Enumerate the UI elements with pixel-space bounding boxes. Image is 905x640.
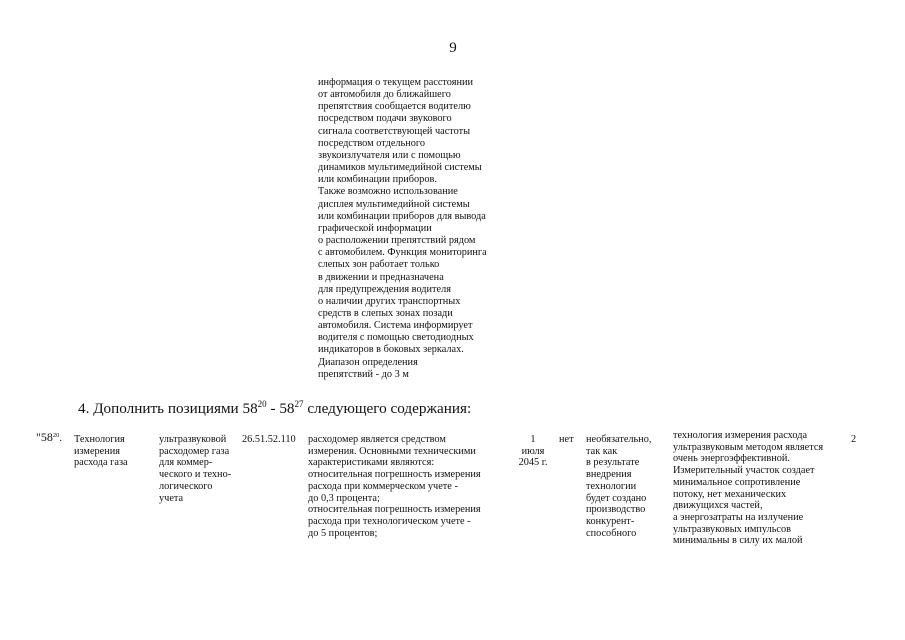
continuation-line: с автомобилем. Функция мониторинга [318,247,487,259]
cell-line: учета [159,492,184,504]
cell-line: расходомер газа [159,445,230,457]
cell-line: относительная погрешность измерения [308,469,481,481]
cell-line: ческого и техно- [159,469,232,481]
cell-line: движущихся частей, [673,500,763,512]
cell-line: так как [586,445,618,457]
continuation-line: информация о текущем расстоянии [318,77,474,88]
cell-line: для коммер- [159,457,213,469]
cell-flag [559,434,574,446]
cell-line: Измерительный участок создает [673,465,815,477]
cell-line: 2045 г. [518,457,548,469]
heading-sup-end: 27 [294,399,304,409]
continuation-line: от автомобиля до ближайшего [318,89,451,101]
continuation-line: посредством отдельного [318,137,426,149]
section-heading [78,400,471,418]
cell-line: ультразвуковой [159,434,227,445]
continuation-line: средств в слепых зонах позади [318,307,453,319]
cell-line: минимальное сопротивление [673,476,801,488]
cell-characteristics [308,434,481,539]
cell-line: относительная погрешность измерения [308,504,481,516]
continuation-line: сигнала соответствующей частоты [318,125,471,137]
cell-condition [586,434,651,539]
continuation-line: о наличии других транспортных [318,295,461,307]
cell-line: минимальны в силу их малой [673,535,803,547]
cell-line: логического [159,480,213,492]
continuation-line: водителя с помощью светодиодных [318,332,474,344]
continuation-line: посредством подачи звукового [318,113,452,125]
cell-line: измерения. Основными техническими [308,445,476,457]
heading-sup-start: 20 [257,399,267,409]
continuation-line: индикаторов в боковых зеркалах. [318,344,464,356]
product-code: 26.51.52.110 [242,434,296,445]
cell-product [159,434,231,504]
heading-suffix: следующего содержания: [303,400,472,417]
last-column-value: 2 [851,434,857,445]
continuation-line: или комбинации приборов. [318,174,437,186]
cell-last-column [851,434,856,446]
heading-prefix: 4. Дополнить позициями 58 [78,400,258,417]
continuation-line: для предупреждения водителя [318,283,451,295]
cell-code [242,434,296,446]
cell-line: очень энергоэффективной. [673,453,790,465]
cell-justification [673,430,823,547]
continuation-line: в движении и предназначена [318,271,444,283]
continuation-line: о расположении препятствий рядом [318,235,476,247]
cell-line: расхода при коммерческом учете - [308,480,458,492]
cell-line: технологии [586,480,637,492]
cell-line: характеристиками являются: [308,457,435,469]
cell-line: ультразвуковым методом является [673,441,824,453]
heading-middle: - 58 [266,400,295,417]
cell-line: производство [586,504,646,516]
cell-line: внедрения [586,469,632,481]
continuation-line: препятствия сообщается водителю [318,101,471,113]
continuation-line: дисплея мультимедийной системы [318,198,470,210]
continuation-line: звукоизлучателя или с помощью [318,149,461,161]
cell-line: потоку, нет механических [673,488,787,500]
continuation-line: Также возможно использование [318,186,458,198]
page-number: 9 [449,40,457,56]
cell-line: расхода газа [74,457,128,469]
cell-line: будет создано [586,492,647,504]
continuation-line: динамиков мультимедийной системы [318,162,482,174]
cell-line: до 0,3 процента; [308,492,380,504]
cell-line: 1 [530,434,536,445]
cell-line: технология измерения расхода [673,430,808,441]
cell-line: расходомер является средством [308,434,446,445]
continuation-line: автомобиля. Система информирует [318,320,473,332]
continuation-line: или комбинации приборов для вывода [318,210,486,222]
continuation-line: графической информации [318,222,432,234]
cell-position [36,432,62,445]
cell-line: измерения [74,445,120,457]
cell-line: июля [521,445,545,457]
continuation-text-block [318,77,518,381]
continuation-line: слепых зон работает только [318,259,440,271]
cell-line: ультразвуковых импульсов [673,523,791,535]
cell-line: способного [586,527,637,539]
cell-line: необязательно, [586,434,652,445]
cell-line: в результате [586,457,640,469]
continuation-line: Диапазон определения [318,356,418,368]
cell-technology [74,434,128,469]
flag-value: нет [559,434,574,445]
cell-line: Технология [74,434,125,445]
continuation-line: препятствий - до 3 м [318,368,409,380]
cell-line: расхода при технологическом учете - [308,515,471,527]
position-number: "$58^{20}$. [36,430,62,444]
cell-date [505,434,561,469]
cell-line: до 5 процентов; [308,527,378,539]
cell-line: а энергозатраты на излучение [673,511,804,523]
cell-line: конкурент- [586,515,635,527]
